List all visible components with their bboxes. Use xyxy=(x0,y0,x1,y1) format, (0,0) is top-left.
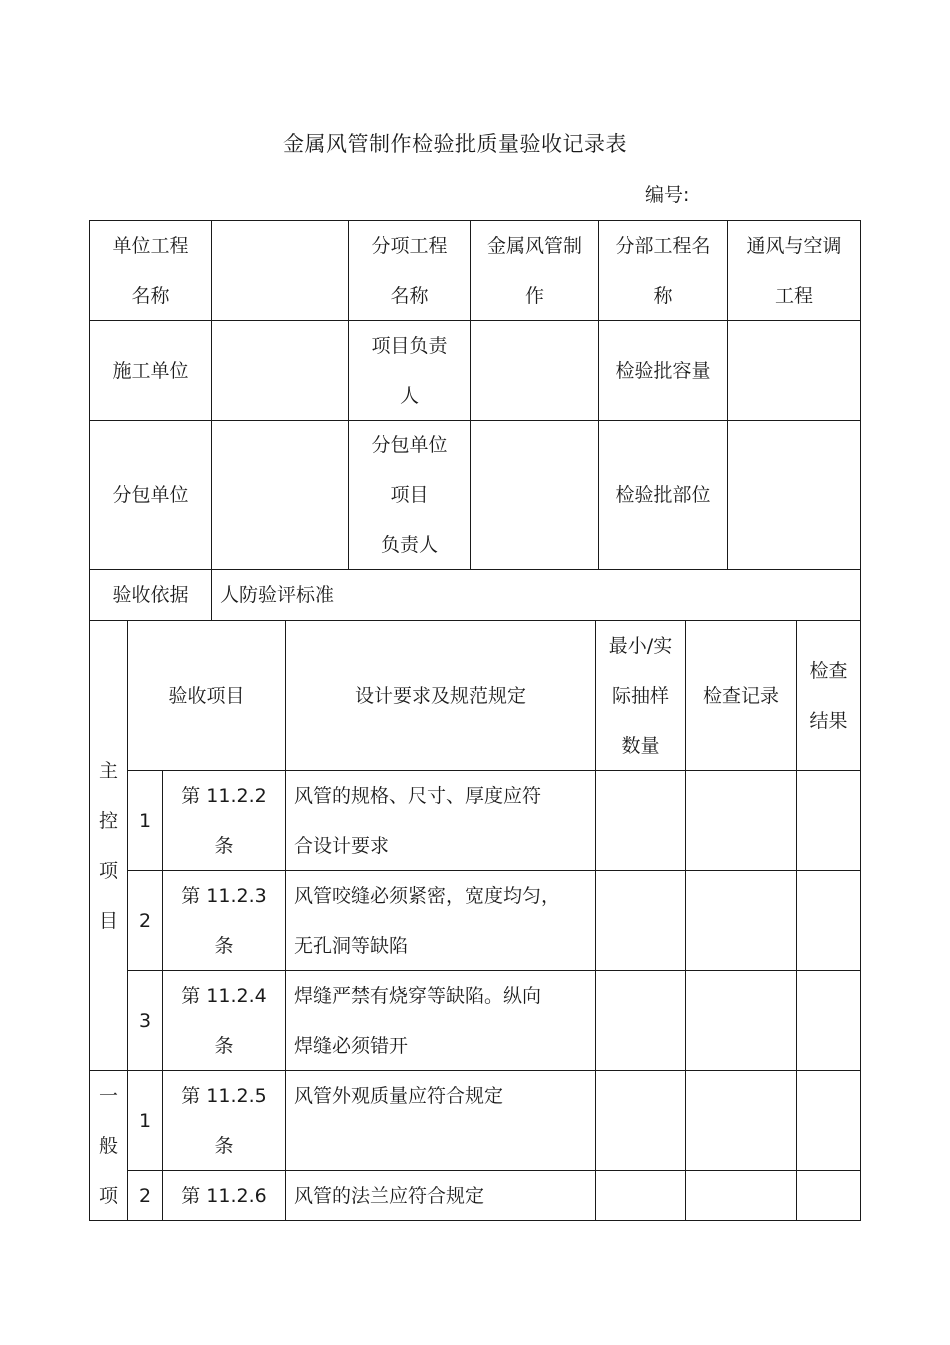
main-row-1-sample[interactable] xyxy=(595,770,685,870)
main-row-3-requirement: 焊缝严禁有烧穿等缺陷。纵向 焊缝必须错开 xyxy=(285,970,595,1070)
sub-division-value: 通风与空调 工程 xyxy=(727,220,861,320)
general-row-2-no: 2 xyxy=(127,1170,162,1221)
batch-location-value[interactable] xyxy=(727,420,861,569)
sub-item-value: 金属风管制 作 xyxy=(470,220,598,320)
main-row-1-requirement: 风管的规格、尺寸、厚度应符 合设计要求 xyxy=(285,770,595,870)
general-row-1-clause: 第 11.2.5 条 xyxy=(162,1070,285,1170)
main-row-1-clause: 第 11.2.2 条 xyxy=(162,770,285,870)
main-row-1-record[interactable] xyxy=(685,770,796,870)
main-row-1-no: 1 xyxy=(127,770,162,870)
main-row-3-no: 3 xyxy=(127,970,162,1070)
col-result-header: 检查 结果 xyxy=(796,620,861,770)
general-row-1-no: 1 xyxy=(127,1070,162,1170)
general-row-2-sample[interactable] xyxy=(595,1170,685,1221)
general-label: 一 般 项 xyxy=(89,1070,127,1221)
col-record-header: 检查记录 xyxy=(685,620,796,770)
col-requirement-header: 设计要求及规范规定 xyxy=(285,620,595,770)
col-sample-header: 最小/实 际抽样 数量 xyxy=(595,620,685,770)
main-row-2-record[interactable] xyxy=(685,870,796,970)
sub-item-label: 分项工程 名称 xyxy=(348,220,470,320)
main-row-2-sample[interactable] xyxy=(595,870,685,970)
main-row-2-requirement: 风管咬缝必须紧密，宽度均匀， 无孔洞等缺陷 xyxy=(285,870,595,970)
general-row-1-result[interactable] xyxy=(796,1070,861,1170)
basis-label: 验收依据 xyxy=(89,569,211,620)
main-row-2-clause: 第 11.2.3 条 xyxy=(162,870,285,970)
project-lead-value[interactable] xyxy=(470,320,598,420)
contractor-label: 施工单位 xyxy=(89,320,211,420)
main-row-3-sample[interactable] xyxy=(595,970,685,1070)
unit-project-value[interactable] xyxy=(211,220,348,320)
sub-division-label: 分部工程名 称 xyxy=(598,220,727,320)
col-item-header: 验收项目 xyxy=(127,620,285,770)
main-row-2-result[interactable] xyxy=(796,870,861,970)
subcontractor-label: 分包单位 xyxy=(89,420,211,569)
sub-lead-label: 分包单位 项目 负责人 xyxy=(348,420,470,569)
main-control-label: 主 控 项 目 xyxy=(89,620,127,1070)
unit-project-label: 单位工程 名称 xyxy=(89,220,211,320)
contractor-value[interactable] xyxy=(211,320,348,420)
subcontractor-value[interactable] xyxy=(211,420,348,569)
basis-value: 人防验评标准 xyxy=(211,569,861,620)
batch-capacity-label: 检验批容量 xyxy=(598,320,727,420)
batch-capacity-value[interactable] xyxy=(727,320,861,420)
serial-number-label: 编号: xyxy=(645,184,690,206)
general-row-2-record[interactable] xyxy=(685,1170,796,1221)
main-row-3-record[interactable] xyxy=(685,970,796,1070)
inspection-table xyxy=(89,220,861,1221)
main-row-3-result[interactable] xyxy=(796,970,861,1070)
document-title: 金属风管制作检验批质量验收记录表 xyxy=(283,132,627,156)
main-row-2-no: 2 xyxy=(127,870,162,970)
sub-lead-value[interactable] xyxy=(470,420,598,569)
general-row-1-requirement: 风管外观质量应符合规定 xyxy=(285,1070,595,1170)
general-row-2-clause: 第 11.2.6 xyxy=(162,1170,285,1221)
batch-location-label: 检验批部位 xyxy=(598,420,727,569)
general-row-1-record[interactable] xyxy=(685,1070,796,1170)
general-row-1-sample[interactable] xyxy=(595,1070,685,1170)
main-row-1-result[interactable] xyxy=(796,770,861,870)
general-row-2-result[interactable] xyxy=(796,1170,861,1221)
project-lead-label: 项目负责 人 xyxy=(348,320,470,420)
main-row-3-clause: 第 11.2.4 条 xyxy=(162,970,285,1070)
general-row-2-requirement: 风管的法兰应符合规定 xyxy=(285,1170,595,1221)
